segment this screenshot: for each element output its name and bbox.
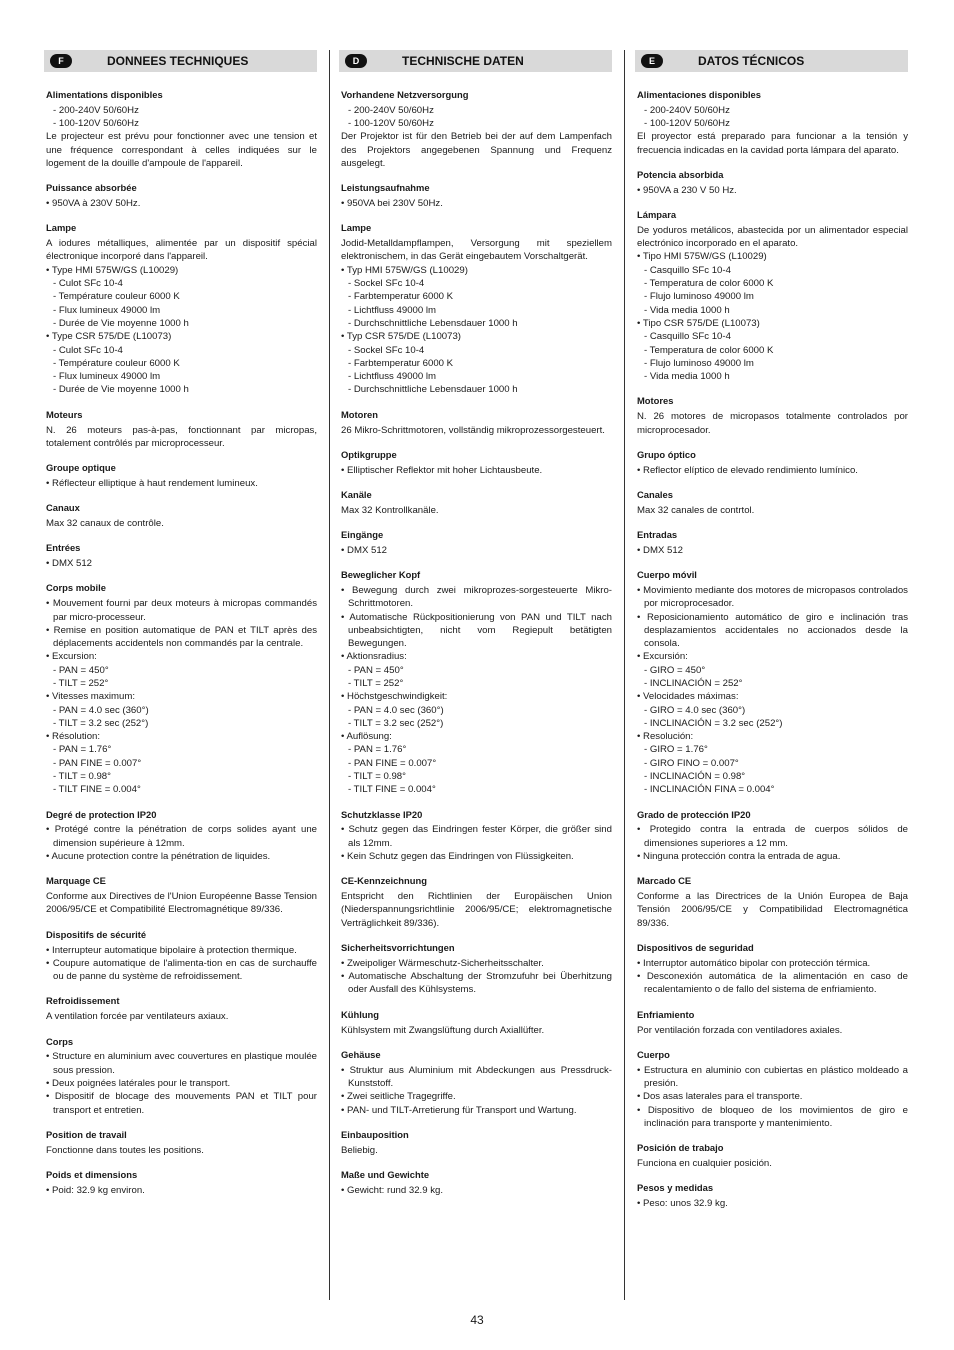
bullet-item: • Excursion: bbox=[46, 650, 317, 663]
bullet-item: • Mouvement fourni par deux moteurs à micropas commandés par micro-processeur. bbox=[46, 597, 317, 624]
bullet-item: • Resolución: bbox=[637, 730, 908, 743]
spec-title: Poids et dimensions bbox=[46, 1168, 138, 1180]
spec-title: Moteurs bbox=[46, 408, 83, 420]
bullet-item: • 950VA bei 230V 50Hz. bbox=[341, 197, 612, 210]
sub-item: - Vida media 1000 h bbox=[644, 304, 730, 316]
spec-title: Degré de protection IP20 bbox=[46, 808, 157, 820]
bullet-item: • Poid: 32.9 kg environ. bbox=[46, 1184, 317, 1197]
bullet-item: • Interruptor automático bipolar con protección térmica. bbox=[637, 957, 908, 970]
spec-text: El proyector está preparado para funcionar a la tensión y frecuencia indicadas en la cavidad porta lámpara del aparato. bbox=[637, 131, 908, 156]
spec-section bbox=[637, 1181, 908, 1210]
spec-section bbox=[341, 1048, 612, 1117]
sub-item: - GIRO FINO = 0.007° bbox=[644, 757, 739, 769]
spec-section bbox=[341, 568, 612, 797]
spec-title: Lampe bbox=[341, 222, 372, 234]
sub-item: - PAN = 1.76° bbox=[348, 744, 407, 756]
bullet-item: • Dispositif de blocage des mouvements PAN et TILT pour transport et entretien. bbox=[46, 1090, 317, 1117]
bullet-item: • Dispositivo de bloqueo de los movimientos de giro e inclinación para transporte y mantenimiento. bbox=[637, 1104, 908, 1131]
spec-text: Fonctionne dans toutes les positions. bbox=[46, 1144, 204, 1156]
spec-section bbox=[341, 941, 612, 997]
spec-text: Max 32 canales de contrtol. bbox=[637, 504, 755, 516]
spec-text: Conforme aux Directives de l'Union Européenne Basse Tension 2006/95/CE et Compatibilité Electromagnétique 89/336. bbox=[46, 891, 317, 916]
spec-section bbox=[341, 408, 612, 437]
spec-title: Posición de trabajo bbox=[637, 1142, 724, 1154]
spec-title: Groupe optique bbox=[46, 462, 116, 474]
sub-item: - Vida media 1000 h bbox=[644, 371, 730, 383]
language-badge: D bbox=[345, 54, 367, 68]
section-header bbox=[635, 50, 908, 72]
spec-title: Puissance absorbée bbox=[46, 182, 137, 194]
spec-title: Potencia absorbida bbox=[637, 168, 724, 180]
spec-section bbox=[637, 568, 908, 797]
bullet-item: • Réflecteur elliptique à haut rendement lumineux. bbox=[46, 477, 317, 490]
column-german bbox=[340, 50, 612, 1208]
spec-title: Refroidissement bbox=[46, 995, 120, 1007]
bullet-item: • Zweipoliger Wärmeschutz-Sicherheitsschalter. bbox=[341, 957, 612, 970]
sub-item: - 200-240V 50/60Hz bbox=[348, 104, 434, 116]
spec-title: Alimentations disponibles bbox=[46, 89, 163, 100]
sub-item: - 200-240V 50/60Hz bbox=[644, 104, 730, 116]
spec-section bbox=[637, 808, 908, 864]
spec-title: Canaux bbox=[46, 502, 80, 514]
sub-item: - Durchschnittliche Lebensdauer 1000 h bbox=[348, 317, 518, 329]
sub-item: - PAN = 450° bbox=[348, 664, 404, 676]
bullet-item: • Type HMI 575W/GS (L10029) bbox=[46, 264, 317, 277]
spec-section bbox=[46, 928, 317, 984]
sub-item: - PAN = 4.0 sec (360°) bbox=[348, 704, 444, 716]
bullet-item: • Schutz gegen das Eindringen fester Körper, die größer sind als 12mm. bbox=[341, 823, 612, 850]
bullet-item: • PAN- und TILT-Arretierung für Transport und Wartung. bbox=[341, 1104, 612, 1117]
spec-text: N. 26 moteurs pas-à-pas, fonctionnant par micropas, totalement contrôlés par microprocesseur. bbox=[46, 424, 317, 449]
spec-text: A ventilation forcée par ventilateurs axiaux. bbox=[46, 1011, 229, 1023]
spec-section bbox=[46, 88, 317, 170]
spec-text: Conforme a las Directrices de la Unión Europea de Baja Tensión 2006/95/CE y Compatibilidad Electromagnética 89/336. bbox=[637, 891, 908, 929]
spec-section bbox=[46, 581, 317, 796]
bullet-item: • Estructura en aluminio con cubiertas en plástico moldeado a presión. bbox=[637, 1064, 908, 1091]
spec-section bbox=[637, 1008, 908, 1037]
bullet-item: • Höchstgeschwindigkeit: bbox=[341, 690, 612, 703]
spec-title: Canales bbox=[637, 488, 673, 500]
spec-title: Optikgruppe bbox=[341, 448, 397, 460]
spec-text: Max 32 Kontrollkanäle. bbox=[341, 504, 439, 516]
bullet-item: • Ninguna protección contra la entrada de agua. bbox=[637, 850, 908, 863]
section-heading: TECHNISCHE DATEN bbox=[402, 54, 524, 68]
sub-item: - Casquillo SFc 10-4 bbox=[644, 331, 731, 343]
bullet-item: • Kein Schutz gegen das Eindringen von Flüssigkeiten. bbox=[341, 850, 612, 863]
spec-section bbox=[637, 1141, 908, 1170]
bullet-item: • Velocidades máximas: bbox=[637, 690, 908, 703]
spec-title: Sicherheitsvorrichtungen bbox=[341, 942, 455, 954]
sub-item: - TILT = 0.98° bbox=[348, 771, 406, 783]
spec-text: Funciona en cualquier posición. bbox=[637, 1157, 772, 1169]
bullet-item: • Protegido contra la entrada de cuerpos sólidos de dimensiones superiores a 12 mm. bbox=[637, 823, 908, 850]
bullet-item: • Typ CSR 575/DE (L10073) bbox=[341, 330, 612, 343]
spec-title: Marquage CE bbox=[46, 875, 106, 887]
spec-section bbox=[46, 1035, 317, 1117]
spec-section bbox=[341, 1168, 612, 1197]
spec-title: Motoren bbox=[341, 408, 378, 420]
spec-title: Dispositifs de sécurité bbox=[46, 928, 147, 940]
spec-text: Beliebig. bbox=[341, 1144, 378, 1156]
sub-item: - 100-120V 50/60Hz bbox=[348, 118, 434, 130]
bullet-item: • Tipo CSR 575/DE (L10073) bbox=[637, 317, 908, 330]
spec-section bbox=[341, 1128, 612, 1157]
bullet-item: • Struktur aus Aluminium mit Abdeckungen aus Pressdruck-Kunststoff. bbox=[341, 1064, 612, 1091]
spec-content bbox=[340, 72, 612, 1197]
section-header bbox=[339, 50, 612, 72]
spec-title: Enfriamiento bbox=[637, 1008, 695, 1020]
sub-item: - PAN = 1.76° bbox=[53, 744, 112, 756]
column-french bbox=[45, 50, 317, 1208]
spec-section bbox=[46, 221, 317, 396]
sub-item: - INCLINACIÓN FINA = 0.004° bbox=[644, 784, 775, 796]
spec-text: 26 Mikro-Schrittmotoren, vollständig mikroprozessorgesteuert. bbox=[341, 424, 605, 436]
bullet-item: • Reposicionamiento automático de giro e inclinación tras desplazamientos accidentales no accionados desde la consola. bbox=[637, 611, 908, 651]
spec-section bbox=[637, 448, 908, 477]
sub-item: - Flux lumineux 49000 lm bbox=[53, 371, 161, 383]
bullet-item: • Desconexión automática de la alimentación en caso de recalentamiento o de fallo del sistema de enfriamiento. bbox=[637, 970, 908, 997]
sub-item: - PAN = 450° bbox=[53, 664, 109, 676]
sub-item: - Sockel SFc 10-4 bbox=[348, 278, 425, 290]
spec-title: Corps mobile bbox=[46, 582, 106, 594]
spec-section bbox=[46, 1168, 317, 1197]
spec-section bbox=[46, 994, 317, 1023]
spec-title: Position de travail bbox=[46, 1128, 127, 1140]
spec-title: Grado de protección IP20 bbox=[637, 808, 751, 820]
spec-section bbox=[637, 1048, 908, 1130]
spec-title: Corps bbox=[46, 1035, 74, 1047]
sub-item: - Lichtfluss 49000 lm bbox=[348, 304, 436, 316]
spec-text: Por ventilación forzada con ventiladores axiales. bbox=[637, 1024, 843, 1036]
spec-title: Grupo óptico bbox=[637, 448, 696, 460]
sub-item: - TILT = 252° bbox=[53, 677, 109, 689]
sub-item: - TILT = 252° bbox=[348, 677, 404, 689]
bullet-item: • Automatische Rückpositionierung von PAN und TILT nach unbeabsichtigten, nicht vom Regiepult betätigten Bewegungen. bbox=[341, 611, 612, 651]
bullet-item: • 950VA a 230 V 50 Hz. bbox=[637, 184, 908, 197]
bullet-item: • Gewicht: rund 32.9 kg. bbox=[341, 1184, 612, 1197]
spec-title: Vorhandene Netzversorgung bbox=[341, 89, 469, 100]
spec-section bbox=[341, 88, 612, 170]
spec-section bbox=[46, 461, 317, 490]
spec-text: Der Projektor ist für den Betrieb bei der auf dem Lampenfach des Projektors angegebenen Spannung und Frequenz ausgelegt. bbox=[341, 131, 612, 169]
page-number: 43 bbox=[470, 1313, 484, 1327]
spec-section bbox=[46, 808, 317, 864]
bullet-item: • Zwei seitliche Tragegriffe. bbox=[341, 1090, 612, 1103]
spec-title: Eingänge bbox=[341, 529, 384, 541]
sub-item: - Temperatura de color 6000 K bbox=[644, 278, 774, 290]
spec-title: Maße und Gewichte bbox=[341, 1168, 430, 1180]
bullet-item: • Auflösung: bbox=[341, 730, 612, 743]
spec-title: Alimentaciones disponibles bbox=[637, 89, 761, 100]
sub-item: - PAN FINE = 0.007° bbox=[348, 757, 437, 769]
bullet-item: • Excursión: bbox=[637, 650, 908, 663]
sub-item: - Flux lumineux 49000 lm bbox=[53, 304, 161, 316]
section-header bbox=[44, 50, 317, 72]
spec-section bbox=[341, 448, 612, 477]
spec-section bbox=[637, 874, 908, 930]
spec-title: Kühlung bbox=[341, 1008, 380, 1020]
sub-item: - TILT FINE = 0.004° bbox=[53, 784, 141, 796]
sub-item: - Température couleur 6000 K bbox=[53, 357, 180, 369]
spec-section bbox=[637, 208, 908, 383]
spec-content bbox=[45, 72, 317, 1197]
spec-title: Marcado CE bbox=[637, 875, 692, 887]
spec-title: Cuerpo móvil bbox=[637, 569, 697, 581]
bullet-item: • Bewegung durch zwei mikroprozes-sorgesteuerte Mikro-Schrittmotoren. bbox=[341, 584, 612, 611]
sub-item: - Flujo luminoso 49000 lm bbox=[644, 357, 754, 369]
bullet-item: • DMX 512 bbox=[46, 557, 317, 570]
bullet-item: • Vitesses maximum: bbox=[46, 690, 317, 703]
spec-content bbox=[636, 72, 908, 1210]
bullet-item: • Aucune protection contre la pénétration de liquides. bbox=[46, 850, 317, 863]
spec-section bbox=[46, 1128, 317, 1157]
sub-item: - TILT = 0.98° bbox=[53, 771, 111, 783]
column-divider bbox=[624, 50, 625, 1300]
sub-item: - GIRO = 450° bbox=[644, 664, 706, 676]
spec-title: Entradas bbox=[637, 529, 678, 541]
bullet-item: • Remise en position automatique de PAN et TILT après des déplacements accidentels non commandés par la centrale. bbox=[46, 624, 317, 651]
bullet-item: • Elliptischer Reflektor mit hoher Lichtausbeute. bbox=[341, 464, 612, 477]
spec-text: Jodid-Metalldampflampen, Versorgung mit speziellem elektronischem, in das Gerät eingebautem Vorschaltgerät. bbox=[341, 238, 612, 263]
sub-item: - PAN = 4.0 sec (360°) bbox=[53, 704, 149, 716]
bullet-item: • Automatische Abschaltung der Stromzufuhr bei Überhitzung oder Ausfall des Kühlsystems. bbox=[341, 970, 612, 997]
sub-item: - INCLINACIÓN = 0.98° bbox=[644, 771, 746, 783]
spec-title: Leistungsaufnahme bbox=[341, 182, 430, 194]
sub-item: - Sockel SFc 10-4 bbox=[348, 344, 425, 356]
spec-text: N. 26 motores de micropasos totalmente controlados por microprocesador. bbox=[637, 411, 908, 436]
sub-item: - TILT = 3.2 sec (252°) bbox=[53, 717, 149, 729]
section-heading: DONNEES TECHNIQUES bbox=[107, 54, 249, 68]
spec-section bbox=[341, 874, 612, 930]
bullet-item: • Reflector elíptico de elevado rendimiento lumínico. bbox=[637, 464, 908, 477]
spec-section bbox=[46, 501, 317, 530]
bullet-item: • Typ HMI 575W/GS (L10029) bbox=[341, 264, 612, 277]
spec-text: De yoduros metálicos, abastecida por un alimentador especial electrónico incorporado en el aparato. bbox=[637, 224, 908, 250]
spec-title: Motores bbox=[637, 395, 674, 407]
section-heading: DATOS TÉCNICOS bbox=[698, 54, 805, 68]
sub-item: - TILT = 3.2 sec (252°) bbox=[348, 717, 444, 729]
sub-item: - INCLINACIÓN = 252° bbox=[644, 677, 743, 689]
spec-title: Lámpara bbox=[637, 209, 677, 221]
spec-section bbox=[341, 488, 612, 517]
spec-text: A iodures métalliques, alimentée par un dispositif spécial électronique incorporé dans l'appareil. bbox=[46, 238, 317, 263]
bullet-item: • Movimiento mediante dos motores de micropasos controlados por microprocesador. bbox=[637, 584, 908, 611]
spec-section bbox=[637, 528, 908, 557]
sub-item: - 100-120V 50/60Hz bbox=[644, 118, 730, 130]
sub-item: - Casquillo SFc 10-4 bbox=[644, 264, 731, 276]
sub-item: - Culot SFc 10-4 bbox=[53, 344, 123, 356]
sub-item: - GIRO = 4.0 sec (360°) bbox=[644, 704, 746, 716]
sub-item: - Flujo luminoso 49000 lm bbox=[644, 291, 754, 303]
sub-item: - GIRO = 1.76° bbox=[644, 744, 708, 756]
spec-title: Pesos y medidas bbox=[637, 1182, 714, 1194]
sub-item: - Durchschnittliche Lebensdauer 1000 h bbox=[348, 384, 518, 396]
spec-section bbox=[46, 874, 317, 916]
spec-title: Dispositivos de seguridad bbox=[637, 942, 754, 954]
spec-title: CE-Kennzeichnung bbox=[341, 875, 427, 887]
spec-section bbox=[637, 488, 908, 517]
spec-title: Lampe bbox=[46, 222, 77, 234]
spec-title: Entrées bbox=[46, 542, 81, 554]
spec-section bbox=[46, 181, 317, 210]
spec-text: Kühlsystem mit Zwangslüftung durch Axiallüfter. bbox=[341, 1024, 545, 1036]
sub-item: - Culot SFc 10-4 bbox=[53, 278, 123, 290]
spec-title: Schutzklasse IP20 bbox=[341, 808, 423, 820]
bullet-item: • DMX 512 bbox=[637, 544, 908, 557]
language-badge: F bbox=[50, 54, 72, 68]
spec-title: Einbauposition bbox=[341, 1128, 409, 1140]
bullet-item: • Peso: unos 32.9 kg. bbox=[637, 1197, 908, 1210]
spec-text: Le projecteur est prévu pour fonctionner avec une tension et une fréquence correspondant à celles indiquées sur le logement de la douille d'ampoule de l'appareil. bbox=[46, 131, 317, 169]
spec-text: Max 32 canaux de contrôle. bbox=[46, 518, 164, 530]
bullet-item: • Structure en aluminium avec couvertures en plastique moulée sous pression. bbox=[46, 1050, 317, 1077]
spec-section bbox=[341, 528, 612, 557]
spec-section bbox=[46, 408, 317, 450]
bullet-item: • 950VA à 230V 50Hz. bbox=[46, 197, 317, 210]
sub-item: - Durée de Vie moyenne 1000 h bbox=[53, 384, 189, 396]
sub-item: - INCLINACIÓN = 3.2 sec (252°) bbox=[644, 717, 783, 729]
bullet-item: • Tipo HMI 575W/GS (L10029) bbox=[637, 250, 908, 263]
language-badge: E bbox=[641, 54, 663, 68]
bullet-item: • Deux poignées latérales pour le transport. bbox=[46, 1077, 317, 1090]
sub-item: - Farbtemperatur 6000 K bbox=[348, 357, 454, 369]
column-spanish bbox=[636, 50, 908, 1221]
spec-title: Cuerpo bbox=[637, 1048, 670, 1060]
spec-section bbox=[341, 1008, 612, 1037]
bullet-item: • DMX 512 bbox=[341, 544, 612, 557]
spec-section bbox=[341, 181, 612, 210]
bullet-item: • Protégé contre la pénétration de corps solides ayant une dimension supérieure à 12mm. bbox=[46, 823, 317, 850]
bullet-item: • Dos asas laterales para el transporte. bbox=[637, 1090, 908, 1103]
sub-item: - Température couleur 6000 K bbox=[53, 291, 180, 303]
spec-section bbox=[637, 168, 908, 197]
bullet-item: • Type CSR 575/DE (L10073) bbox=[46, 330, 317, 343]
sub-item: - Lichtfluss 49000 lm bbox=[348, 371, 436, 383]
sub-item: - Durée de Vie moyenne 1000 h bbox=[53, 317, 189, 329]
column-divider bbox=[329, 50, 330, 1300]
sub-item: - 100-120V 50/60Hz bbox=[53, 118, 139, 130]
spec-text: Entspricht den Richtlinien der Europäischen Union (Niederspannungsrichtlinie 2006/95/CE; elektromagnetische Verträglichkeit 89/336). bbox=[341, 891, 612, 929]
sub-item: - TILT FINE = 0.004° bbox=[348, 784, 436, 796]
bullet-item: • Interrupteur automatique bipolaire à protection thermique. bbox=[46, 944, 317, 957]
sub-item: - Temperatura de color 6000 K bbox=[644, 344, 774, 356]
spec-section bbox=[341, 221, 612, 396]
spec-section bbox=[46, 541, 317, 570]
spec-title: Gehäuse bbox=[341, 1048, 381, 1060]
spec-section bbox=[637, 941, 908, 997]
spec-title: Beweglicher Kopf bbox=[341, 569, 421, 581]
sub-item: - PAN FINE = 0.007° bbox=[53, 757, 142, 769]
bullet-item: • Coupure automatique de l'alimenta-tion en cas de surchauffe ou de panne du système de refroidissement. bbox=[46, 957, 317, 984]
spec-title: Kanäle bbox=[341, 488, 372, 500]
spec-section bbox=[341, 808, 612, 864]
spec-section bbox=[637, 394, 908, 436]
sub-item: - 200-240V 50/60Hz bbox=[53, 104, 139, 116]
bullet-item: • Aktionsradius: bbox=[341, 650, 612, 663]
bullet-item: • Résolution: bbox=[46, 730, 317, 743]
spec-section bbox=[637, 88, 908, 157]
sub-item: - Farbtemperatur 6000 K bbox=[348, 291, 454, 303]
